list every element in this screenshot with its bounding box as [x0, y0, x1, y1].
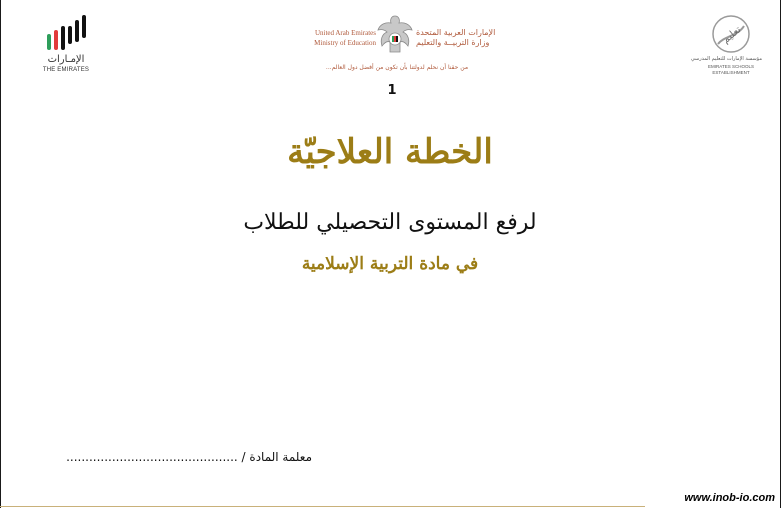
subject-line: في مادة التربية الإسلامية — [301, 254, 479, 274]
taleem-logo — [690, 14, 762, 80]
emirates-logo-arabic: الإمـارات — [47, 54, 85, 65]
emirates-logo-english: THE EMIRATES — [42, 67, 90, 73]
ministry-arabic-line: وزارة التربيــة والتعليم — [416, 38, 490, 47]
page-border-left — [0, 0, 1, 508]
document-title: الخطة العلاجيّة — [287, 132, 493, 172]
taleem-logo-english-line1: EMIRATES SCHOOLS — [708, 64, 754, 69]
page-number: 1 — [387, 83, 397, 98]
ministry-english-line: Ministry of Education — [314, 39, 376, 47]
ministry-slogan: من حقنا أن نحلم لدولتنا بأن تكون من أفضل دول العالم... — [325, 64, 469, 71]
ministry-english-line: United Arab Emirates — [314, 29, 376, 37]
ministry-arabic — [416, 28, 512, 48]
taleem-logo-mark: تعليم — [720, 24, 744, 46]
teacher-name-line: معلمة المادة / ............................................. — [66, 450, 312, 464]
page-border-bottom — [0, 506, 645, 507]
ministry-arabic-line: الإمارات العربية المتحدة — [416, 28, 496, 37]
taleem-logo-arabic: مؤسسة الإمارات للتعليم المدرسي — [690, 56, 762, 62]
ministry-english — [290, 28, 376, 48]
document-subtitle: لرفع المستوى التحصيلي للطلاب — [243, 210, 537, 235]
emirates-logo-icon — [44, 14, 90, 52]
website-watermark: www.inob-io.com — [684, 492, 775, 504]
emirates-logo — [40, 14, 92, 76]
taleem-logo-english-line2: ESTABLISHMENT — [712, 70, 750, 75]
ministry-header — [282, 14, 512, 84]
taleem-logo-icon — [712, 14, 750, 54]
uae-emblem-icon — [376, 14, 414, 56]
